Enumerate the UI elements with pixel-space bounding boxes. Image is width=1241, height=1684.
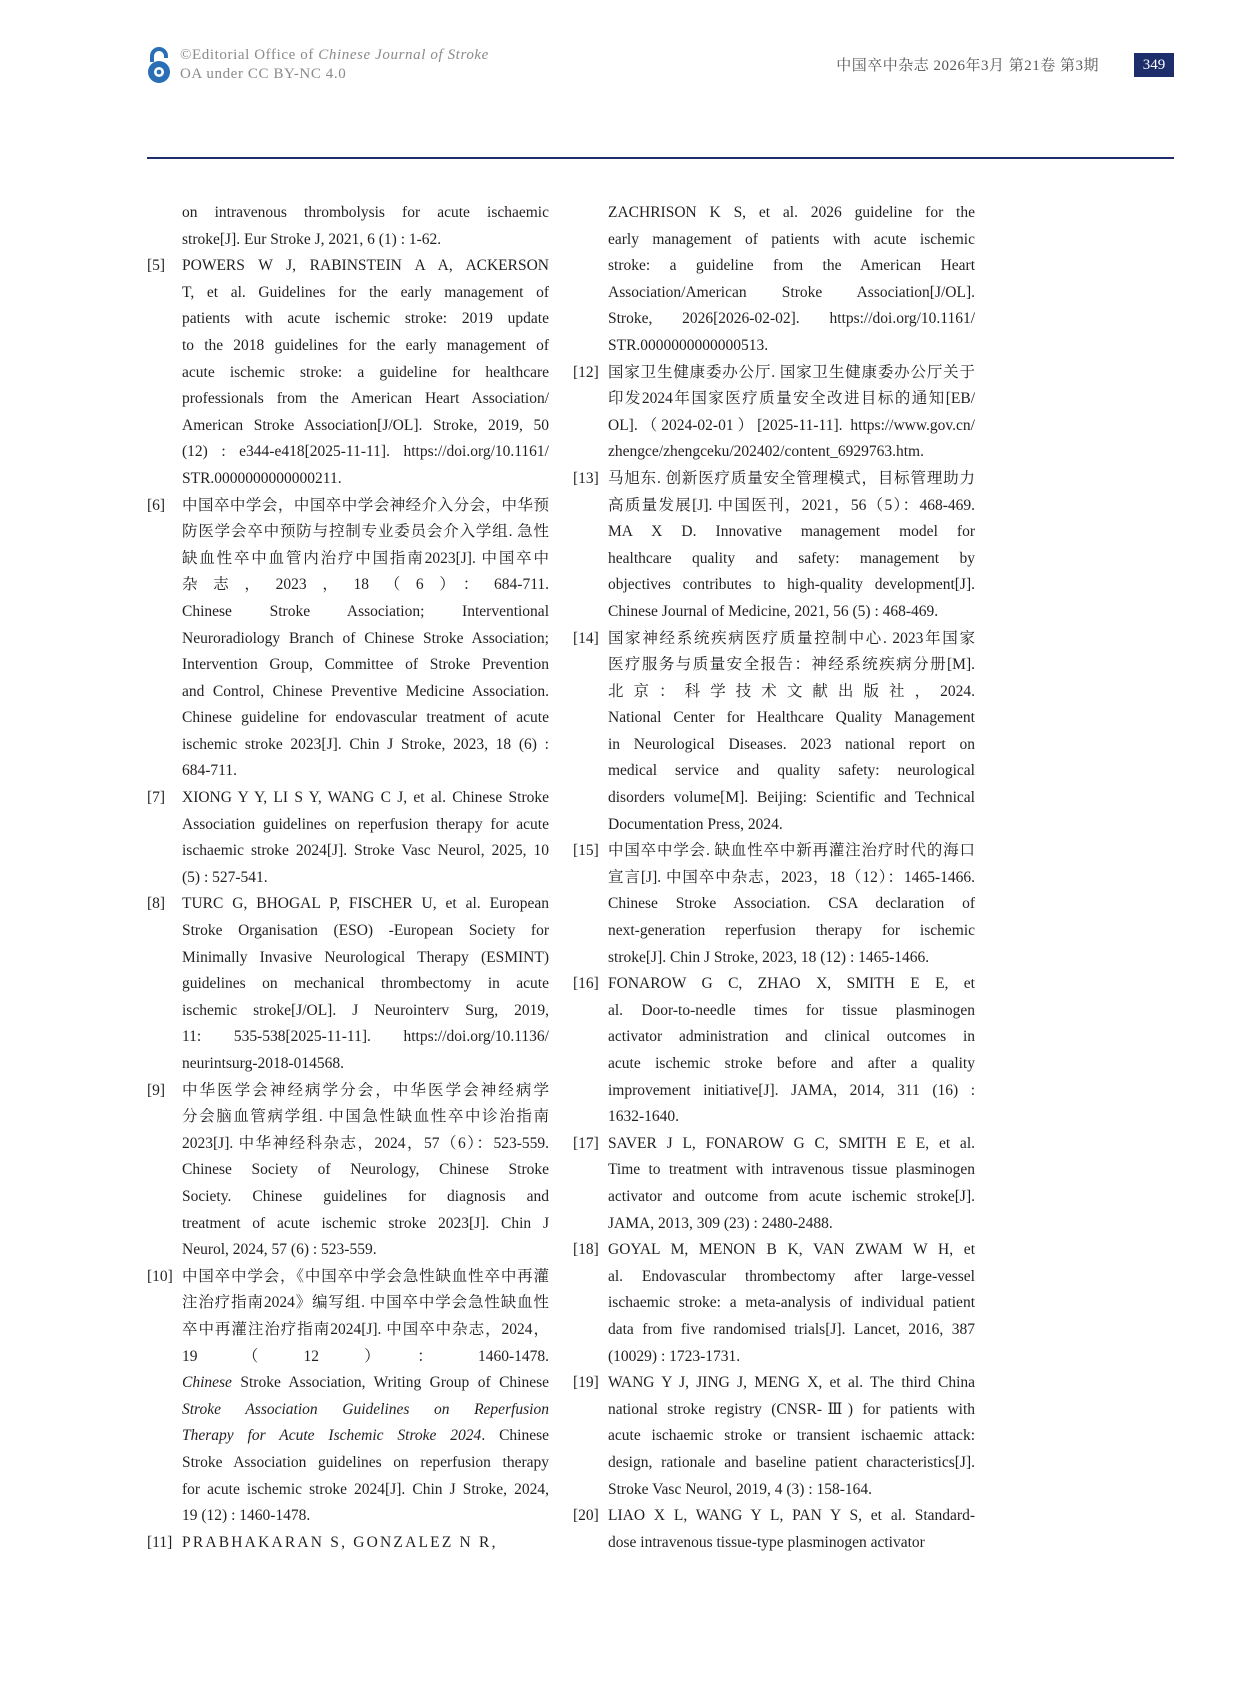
reference-line: Society. Chinese guidelines for diagnosis and — [182, 1187, 549, 1205]
reference-line: for acute ischemic stroke 2024[J]. Chin J Stroke, 2024, — [182, 1480, 549, 1498]
reference-item — [147, 493, 549, 786]
reference-line: al. Endovascular thrombectomy after large-vessel — [608, 1267, 975, 1285]
reference-line: Documentation Press, 2024. — [608, 815, 783, 833]
reference-line: dose intravenous tissue-type plasminogen activator — [608, 1533, 925, 1551]
reference-line: healthcare quality and safety: management by — [608, 549, 975, 567]
reference-line: 中国卒中学会，中国卒中学会神经介入分会，中华预 — [182, 496, 549, 514]
reference-line: 国家卫生健康委办公厅. 国家卫生健康委办公厅关于 — [608, 363, 975, 381]
reference-item — [147, 785, 549, 891]
reference-line: stroke[J]. Eur Stroke J, 2021, 6 (1) : 1-62. — [182, 230, 442, 248]
reference-line: ischemic stroke[J/OL]. J Neurointerv Surg, 2019, — [182, 1001, 549, 1019]
reference-line: neurintsurg-2018-014568. — [182, 1055, 345, 1072]
reference-line: 2023[J]. 中华神经科杂志，2024，57（6）：523-559. — [182, 1134, 549, 1152]
reference-item — [573, 1503, 975, 1556]
reference-line: to the 2018 guidelines for the early management of — [182, 336, 549, 354]
copyright-notice — [180, 46, 489, 84]
reference-number: [11] — [147, 1533, 173, 1551]
reference-line: on intravenous thrombolysis for acute ischaemic — [182, 204, 549, 221]
reference-item — [573, 971, 975, 1131]
reference-line: 19 (12) : 1460-1478. — [182, 1507, 311, 1525]
copyright-line-1: ©Editorial Office of Chinese Journal of Stroke — [180, 47, 489, 63]
reference-line: next-generation reperfusion therapy for ischemic — [608, 922, 975, 940]
reference-line: 卒中再灌注治疗指南2024[J]. 中国卒中杂志，2024， — [182, 1320, 549, 1338]
reference-line: ischaemic stroke: a meta-analysis of individual patient — [608, 1294, 975, 1312]
reference-number: [14] — [573, 629, 599, 647]
reference-line: MA X D. Innovative management model for — [608, 523, 975, 541]
reference-line: Chinese Journal of Medicine, 2021, 56 (5) : 468-469. — [608, 602, 939, 620]
reference-item — [147, 891, 549, 1077]
reference-line: acute ischemic stroke: a guideline for healthcare — [182, 363, 549, 381]
reference-line: 1632-1640. — [608, 1108, 680, 1126]
reference-line: STR.0000000000000211. — [182, 469, 342, 487]
reference-line: OL].（2024-02-01）[2025-11-11]. https://www.gov.cn/ — [608, 416, 975, 434]
reference-number: [5] — [147, 257, 166, 275]
reference-item — [573, 466, 975, 626]
reference-line: Stroke, 2026[2026-02-02]. https://doi.org/10.1161/ — [608, 310, 975, 328]
reference-line: Association/American Stroke Association[J/OL]. — [608, 283, 975, 301]
reference-line: acute ischaemic stroke or transient ischaemic attack: — [608, 1427, 975, 1445]
reference-line: LIAO X L, WANG Y L, PAN Y S, et al. Standard- — [608, 1507, 975, 1525]
reference-line: 缺血性卒中血管内治疗中国指南2023[J]. 中国卒中 — [182, 549, 549, 567]
reference-item — [573, 838, 975, 971]
reference-line: Time to treatment with intravenous tissue plasminogen — [608, 1161, 975, 1179]
reference-line: objectives contributes to high-quality development[J]. — [608, 576, 975, 594]
reference-line: medical service and quality safety: neurological — [608, 762, 975, 780]
reference-line: Stroke Association Guidelines on Reperfusion — [182, 1400, 549, 1418]
reference-line: Stroke Association guidelines on reperfusion therapy — [182, 1453, 549, 1471]
reference-line: disorders volume[M]. Beijing: Scientific and Technical — [608, 789, 975, 807]
reference-line: improvement initiative[J]. JAMA, 2014, 311 (16) : — [608, 1081, 975, 1099]
reference-number: [9] — [147, 1081, 166, 1099]
reference-number: [6] — [147, 496, 166, 514]
reference-line: GOYAL M, MENON B K, VAN ZWAM W H, et — [608, 1241, 975, 1259]
reference-number: [8] — [147, 895, 166, 913]
reference-line: 马旭东. 创新医疗质量安全管理模式，目标管理助力 — [608, 469, 975, 487]
reference-line: Chinese Stroke Association. CSA declaration of — [608, 895, 975, 913]
references-right-column — [573, 200, 975, 1556]
reference-number: [16] — [573, 975, 599, 993]
reference-line: treatment of acute ischemic stroke 2023[J]. Chin J — [182, 1214, 549, 1232]
reference-line: Association guidelines on reperfusion therapy for acute — [182, 815, 549, 833]
reference-line: 中华医学会神经病学分会，中华医学会神经病学 — [182, 1081, 549, 1099]
reference-item — [147, 1264, 549, 1530]
reference-line: STR.0000000000000513. — [608, 336, 769, 354]
reference-line: and Control, Chinese Preventive Medicine Association. — [182, 682, 549, 700]
reference-line: 高质量发展[J]. 中国医刊，2021，56（5）：468-469. — [608, 496, 975, 514]
reference-line: data from five randomised trials[J]. Lancet, 2016, 387 — [608, 1320, 975, 1338]
reference-line: 宣言[J]. 中国卒中杂志，2023，18（12）：1465-1466. — [608, 868, 975, 886]
reference-line: activator and outcome from acute ischemic stroke[J]. — [608, 1187, 975, 1205]
reference-line: 杂志，2023，18（6）：684-711. — [182, 576, 549, 594]
reference-line: 中国卒中学会. 缺血性卒中新再灌注治疗时代的海口 — [608, 842, 975, 860]
reference-item — [573, 1370, 975, 1503]
reference-line: professionals from the American Heart Association/ — [182, 390, 549, 408]
reference-line: Stroke Organisation (ESO) -European Society for — [182, 922, 549, 940]
page-number: 349 — [1134, 53, 1174, 77]
reference-line: TURC G, BHOGAL P, FISCHER U, et al. European — [182, 895, 549, 913]
reference-line: PRABHAKARAN S, GONZALEZ N R, — [182, 1533, 498, 1551]
reference-line: 防医学会卒中预防与控制专业委员会介入学组. 急性 — [182, 523, 549, 541]
references-left-column — [147, 200, 549, 1556]
reference-item — [147, 253, 549, 492]
reference-line: al. Door-to-needle times for tissue plasminogen — [608, 1001, 975, 1019]
reference-line: Intervention Group, Committee of Stroke Prevention — [182, 656, 549, 674]
reference-line: Neurol, 2024, 57 (6) : 523-559. — [182, 1241, 377, 1259]
reference-number: [10] — [147, 1267, 173, 1285]
reference-line: WANG Y J, JING J, MENG X, et al. The third China — [608, 1374, 975, 1392]
reference-line: ZACHRISON K S, et al. 2026 guideline for the — [608, 204, 975, 221]
reference-line: Chinese Society of Neurology, Chinese Stroke — [182, 1161, 549, 1179]
reference-line: stroke[J]. Chin J Stroke, 2023, 18 (12) : 1465-1466. — [608, 948, 930, 966]
reference-item — [147, 1530, 549, 1557]
journal-info: 中国卒中杂志 2026年3月 第21卷 第3期 — [836, 58, 1099, 74]
reference-line: Minimally Invasive Neurological Therapy (ESMINT) — [182, 948, 549, 966]
reference-line: zhengce/zhengceku/202402/content_6929763.htm. — [608, 443, 924, 461]
reference-line: ischaemic stroke 2024[J]. Stroke Vasc Neurol, 2025, 10 — [182, 842, 549, 860]
reference-item — [147, 1078, 549, 1264]
reference-item — [573, 360, 975, 466]
open-access-lock-icon — [146, 45, 172, 85]
reference-line: (12) : e344-e418[2025-11-11]. https://doi.org/10.1161/ — [182, 443, 549, 461]
reference-line: guidelines on mechanical thrombectomy in acute — [182, 975, 549, 993]
reference-item — [573, 1131, 975, 1237]
reference-line: national stroke registry (CNSR-Ⅲ) for patients with — [608, 1400, 975, 1418]
reference-number: [20] — [573, 1507, 599, 1525]
reference-item — [573, 200, 975, 360]
reference-line: T, et al. Guidelines for the early management of — [182, 283, 549, 301]
reference-line: POWERS W J, RABINSTEIN A A, ACKERSON — [182, 257, 549, 275]
reference-line: Chinese Stroke Association; Interventional — [182, 602, 549, 620]
reference-line: National Center for Healthcare Quality Management — [608, 709, 975, 727]
reference-line: stroke: a guideline from the American Heart — [608, 257, 975, 275]
reference-line: in Neurological Diseases. 2023 national report on — [608, 735, 975, 753]
reference-number: [19] — [573, 1374, 599, 1392]
header-rule — [147, 157, 1174, 159]
reference-line: early management of patients with acute ischemic — [608, 230, 975, 248]
reference-number: [7] — [147, 789, 166, 807]
reference-line: (10029) : 1723-1731. — [608, 1347, 741, 1365]
reference-line: 中国卒中学会，《中国卒中学会急性缺血性卒中再灌 — [182, 1267, 549, 1285]
reference-line: 北京：科学技术文献出版社，2024. — [608, 682, 975, 700]
reference-line: FONAROW G C, ZHAO X, SMITH E E, et — [608, 975, 975, 993]
reference-line: activator administration and clinical outcomes in — [608, 1028, 975, 1046]
reference-line: 11: 535-538[2025-11-11]. https://doi.org/10.1136/ — [182, 1028, 549, 1046]
reference-line: XIONG Y Y, LI S Y, WANG C J, et al. Chinese Stroke — [182, 789, 549, 807]
reference-line: 印发2024年国家医疗质量安全改进目标的通知[EB/ — [608, 390, 975, 408]
reference-line: 19（12）：1460-1478. — [182, 1347, 549, 1365]
reference-line: Chinese guideline for endovascular treatment of acute — [182, 709, 549, 727]
reference-number: [12] — [573, 363, 599, 381]
reference-line: (5) : 527-541. — [182, 868, 268, 886]
reference-line: 分会脑血管病学组. 中国急性缺血性卒中诊治指南 — [182, 1108, 549, 1126]
reference-line: Stroke Vasc Neurol, 2019, 4 (3) : 158-164. — [608, 1480, 873, 1498]
reference-number: [15] — [573, 842, 599, 860]
reference-line: JAMA, 2013, 309 (23) : 2480-2488. — [608, 1214, 833, 1232]
reference-number: [13] — [573, 469, 599, 487]
reference-item — [573, 626, 975, 839]
reference-line: 医疗服务与质量安全报告：神经系统疾病分册[M]. — [608, 656, 975, 674]
reference-number: [18] — [573, 1241, 599, 1259]
reference-number: [17] — [573, 1134, 599, 1152]
reference-item — [147, 200, 549, 253]
reference-line: American Stroke Association[J/OL]. Stroke, 2019, 50 — [182, 416, 549, 434]
reference-line: 注治疗指南2024》编写组. 中国卒中学会急性缺血性 — [182, 1294, 549, 1312]
reference-line: design, rationale and baseline patient characteristics[J]. — [608, 1453, 975, 1471]
reference-line: Therapy for Acute Ischemic Stroke 2024. Chinese — [182, 1427, 550, 1445]
reference-line: Neuroradiology Branch of Chinese Stroke Association; — [182, 629, 549, 647]
reference-item — [573, 1237, 975, 1370]
reference-line: SAVER J L, FONAROW G C, SMITH E E, et al. — [608, 1134, 975, 1152]
reference-line: Chinese Stroke Association, Writing Group of Chinese — [182, 1374, 549, 1392]
reference-line: patients with acute ischemic stroke: 2019 update — [182, 310, 549, 328]
reference-line: 684-711. — [182, 762, 237, 780]
copyright-line-2: OA under CC BY-NC 4.0 — [180, 66, 347, 82]
reference-line: 国家神经系统疾病医疗质量控制中心. 2023年国家 — [608, 629, 975, 647]
reference-line: acute ischemic stroke before and after a quality — [608, 1055, 975, 1072]
reference-line: ischemic stroke 2023[J]. Chin J Stroke, 2023, 18 (6) : — [182, 735, 549, 753]
